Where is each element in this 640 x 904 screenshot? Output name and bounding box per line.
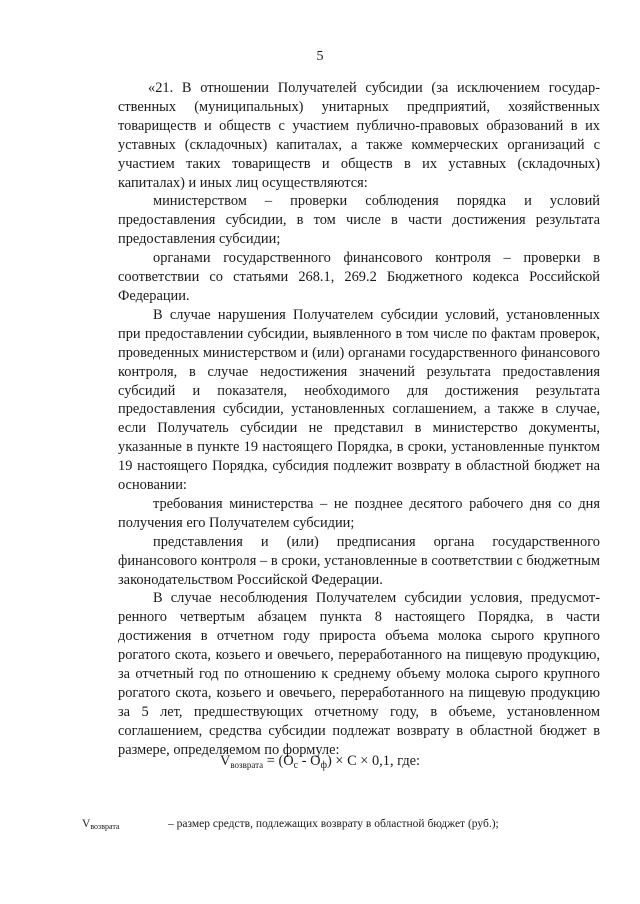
page-number: 5 (316, 49, 324, 64)
formula-lhs-symbol: V (219, 753, 231, 769)
paragraph-clause-21: «21. В отношении Получателей субсидии (за исключением государственных (муниципальных) унитарных предприятий, хозяйственных товариществ и обществ с участием публично-правовых образований в их уставных (складочных) капиталах, а также коммерческих организаций с участием таких товариществ и обществ в их уставных (складочных) капиталах) и иных лиц осуществляются: (118, 80, 600, 191)
definition-symbol-block (82, 817, 168, 834)
formula-sub-f: ф (320, 760, 327, 771)
paragraph-financial-control: органами государственного финансового контроля – проверки в соответствии со статьями 268.1, 269.2 Бюджетного кодекса Российской Федерации. (118, 250, 600, 304)
definition-subscript: возврата (90, 822, 120, 831)
formula-rest: ) × C × 0,1, где: (326, 753, 421, 769)
document-body (118, 79, 600, 760)
return-formula (0, 752, 640, 775)
paragraph-ministry-demand: требования министерства – не позднее десятого рабочего дня со дня получения его Получателем субсидии; (118, 495, 600, 531)
paragraph-control-order: представления и (или) предписания органа государственного финансового контроля – в сроки, установленные в соответствии с бюджетным законодательством Российской Федерации. (118, 533, 600, 588)
formula-lhs-subscript: возврата (230, 760, 264, 770)
formula-sub-c: с (293, 760, 299, 771)
paragraph-ministry-checks: министерством – проверки соблюдения порядка и условий предоставления субсидии, в том числе в части достижения результата предоставления субсидии; (118, 193, 600, 248)
paragraph-milk-condition: В случае несоблюдения Получателем субсидии условия, предусмотренного четвертым абзацем пункта 8 настоящего Порядка, в части достижения в отчетном году прироста объема молока сырого крупного рогатого скота, козьего и овечьего, переработанного на пищевую продукцию, за отчетный год по отношению к среднему объему молока сырого крупного рогатого скота, козьего и овечьего, переработанного на пищевую продукцию за 5 лет, предшествующих отчетному году, в объеме, установленном соглашением, средства субсидии подлежат возврату в областной бюджет в размере, определяемом по формуле: (118, 590, 600, 758)
formula-open: = (O (263, 753, 294, 769)
formula-definition (82, 817, 622, 834)
formula-minus: - O (298, 753, 321, 769)
definition-text: – размер средств, подлежащих возврату в областной бюджет (руб.); (168, 818, 499, 830)
paragraph-violation-return: В случае нарушения Получателем субсидии условий, установленных при предоставлении субсидии, выявленного в том числе по фактам проверок, проведенных министерством и (или) органами государственного финансового контроля, в случае недостижения значений результата предоставления субсидий и показателя, необходимого для достижения результата предоставления субсидии, установленных соглашением, а также в случае, если Получатель субсидии не представил в министерство документы, указанные в пункте 19 настоящего Порядка, в сроки, установленные пунктом 19 настоящего Порядка, субсидия подлежит возврату в областной бюджет на основании: (118, 306, 600, 494)
definition-symbol: V (82, 818, 91, 830)
